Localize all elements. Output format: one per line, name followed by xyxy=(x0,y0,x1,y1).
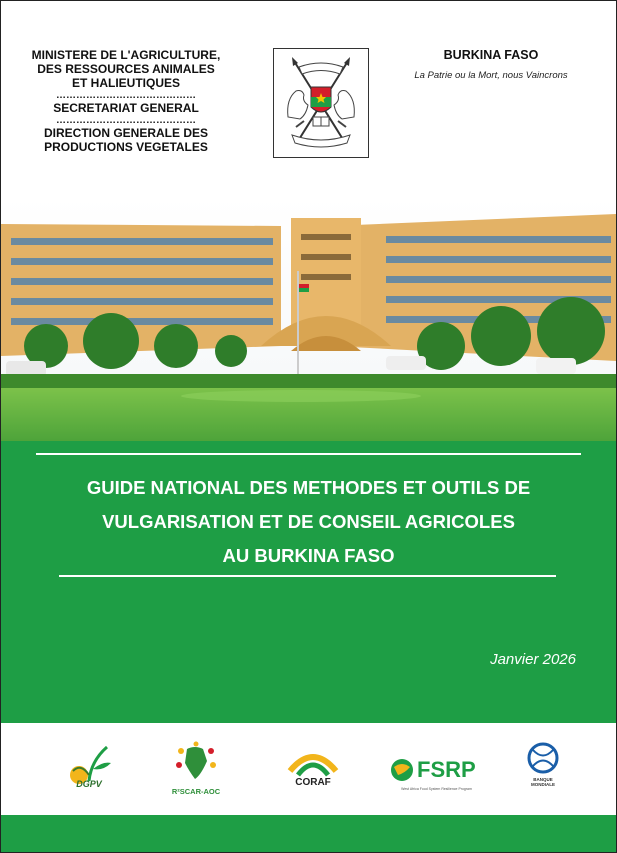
ministry-line-2: DES RESSOURCES ANIMALES xyxy=(37,62,215,76)
dgpv-label: DGPV xyxy=(76,779,102,789)
ministry-line-3: ET HALIEUTIQUES xyxy=(71,76,180,90)
footer-band xyxy=(1,815,616,852)
title-line-1: GUIDE NATIONAL DES METHODES ET OUTILS DE xyxy=(86,477,531,498)
coraf-logo xyxy=(284,741,342,801)
world-bank-logo xyxy=(521,741,565,801)
direction-line-1: DIRECTION GENERALE DES xyxy=(43,126,208,140)
fsrp-label: FSRP xyxy=(417,757,476,782)
rscar-aoc-logo xyxy=(161,741,231,801)
coat-of-arms-emblem xyxy=(273,48,369,158)
coat-of-arms-icon xyxy=(274,49,368,157)
building-photo-illustration xyxy=(1,196,616,458)
rscar-aoc-label: R²SCAR-AOC xyxy=(171,787,221,796)
dotted-separator-1: …………………………………… xyxy=(56,90,196,101)
national-motto: La Patrie ou la Mort, nous Vaincrons xyxy=(414,70,568,81)
fsrp-logo xyxy=(389,741,484,801)
world-bank-globe-icon xyxy=(521,741,565,775)
coraf-arc-icon xyxy=(284,741,342,781)
dgpv-logo xyxy=(59,741,119,801)
coraf-label: CORAF xyxy=(295,777,331,788)
secretariat-label: SECRETARIAT GENERAL xyxy=(53,101,199,115)
title-line-2: VULGARISATION ET DE CONSEIL AGRICOLES xyxy=(102,511,515,532)
ministry-line-1: MINISTERE DE L'AGRICULTURE, xyxy=(31,48,221,62)
ministry-block xyxy=(21,48,231,154)
publication-date: Janvier 2026 xyxy=(490,651,576,668)
country-block xyxy=(401,48,581,81)
title-rule-top xyxy=(36,453,581,455)
document-title xyxy=(41,471,576,573)
rscar-africa-icon xyxy=(161,741,231,785)
partner-logos xyxy=(1,723,616,815)
fsrp-globe-icon xyxy=(389,755,415,785)
fsrp-subtitle: West Africa Food System Resilience Program xyxy=(401,787,472,791)
world-bank-label: BANQUE MONDIALE xyxy=(531,777,555,787)
title-rule-bottom xyxy=(59,575,556,577)
country-name: BURKINA FASO xyxy=(443,48,539,62)
direction-line-2: PRODUCTIONS VEGETALES xyxy=(44,140,208,154)
title-line-3: AU BURKINA FASO xyxy=(222,545,395,566)
ministry-building-photo xyxy=(1,196,616,458)
dotted-separator-2: …………………………………… xyxy=(56,115,196,126)
